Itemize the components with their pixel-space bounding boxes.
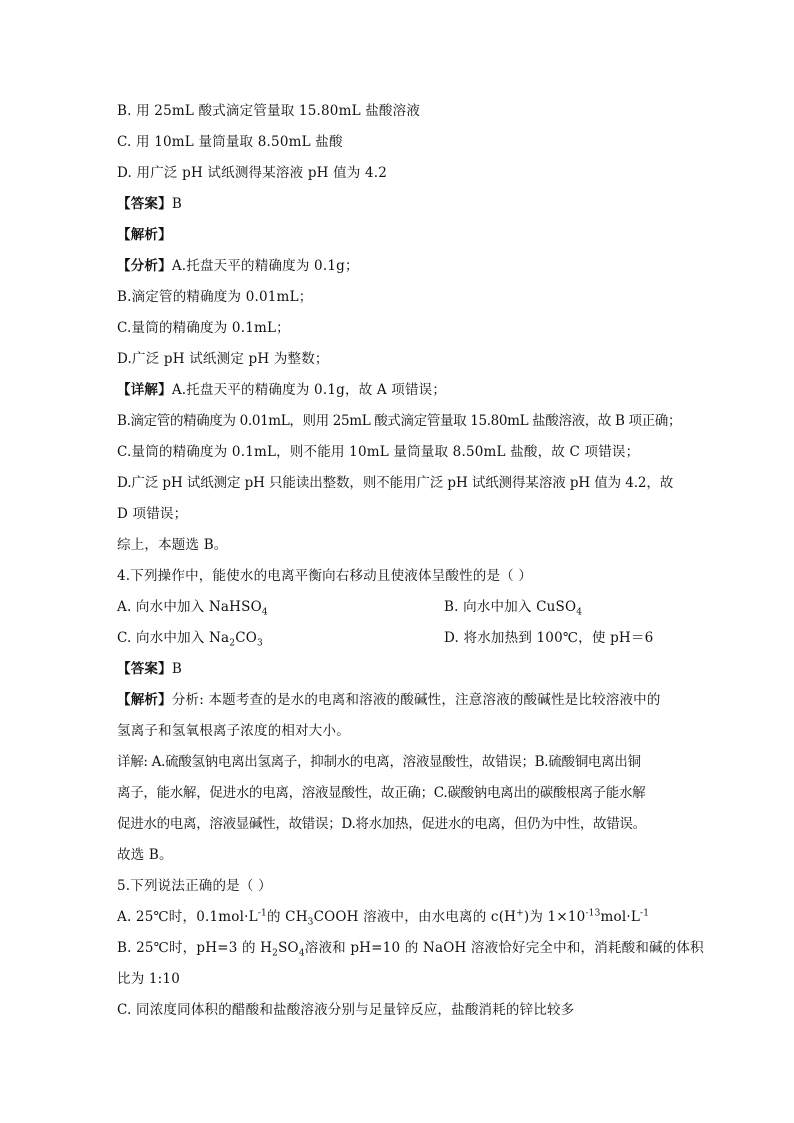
- q4-analysis-1: [117, 685, 687, 716]
- q5-option-c: C. 同浓度同体积的醋酸和盐酸溶液分别与足量锌反应，盐酸消耗的锌比较多: [117, 1002, 575, 1018]
- q3-summary: 综上，本题选 B。: [117, 537, 228, 553]
- q4-option-c-sub2: 3: [257, 638, 263, 649]
- q5-a-part3: COOH 溶液中，由水电离的 c(H: [313, 909, 517, 925]
- q3-xiangjie-1: [117, 375, 687, 406]
- document-page: [117, 96, 704, 1026]
- q3-option-c: C. 用 10mL 量筒量取 8.50mL 盐酸: [117, 134, 343, 150]
- q4-stem: 4.下列操作中，能使水的电离平衡向右移动且使液体呈酸性的是（ ）: [117, 568, 533, 584]
- q4-detail-4: 故选 B。: [117, 847, 173, 863]
- q4-detail-1: 详解: A.硫酸氢钠电离出氢离子，抑制水的电离，溶液显酸性，故错误；B.硫酸铜电离出铜: [117, 754, 641, 770]
- q3-xiangjie-4b: D 项错误；: [117, 506, 188, 522]
- q4-detail-2: 离子，能水解，促进水的电离，溶液显酸性，故正确；C.碳酸钠电离出的碳酸根离子能水解: [117, 785, 646, 801]
- q3-fenxi-1: [117, 251, 687, 282]
- q3-fenxi-2: B.滴定管的精确度为 0.01mL；: [117, 289, 313, 305]
- q4-option-c-text: C. 向水中加入 Na: [117, 630, 230, 646]
- q4-option-d: D. 将水加热到 100℃，使 pH＝6: [444, 630, 654, 646]
- q4-option-b: [444, 592, 582, 623]
- xiangjie-tag: 【详解】: [117, 382, 172, 398]
- q4-option-b-text: B. 向水中加入 CuSO: [444, 599, 577, 615]
- q5-a-sup4: -1: [640, 908, 650, 919]
- q3-answer: [117, 189, 687, 220]
- q5-b-sub1: 2: [272, 948, 279, 959]
- q5-option-b-cont: 比为 1:10: [117, 971, 181, 987]
- q5-b-part2: SO: [278, 940, 299, 956]
- fenxi-text: A.托盘天平的精确度为 0.1g；: [171, 258, 359, 274]
- answer-value: B: [171, 196, 182, 212]
- fenxi-tag: 【分析】: [117, 258, 172, 274]
- q5-b-part3: 溶液和 pH=10 的 NaOH 溶液恰好完全中和，消耗酸和碱的体积: [304, 940, 704, 956]
- answer-tag: 【答案】: [117, 196, 172, 212]
- q4-option-c: [117, 623, 444, 654]
- q5-a-part2: 的 CH: [266, 909, 308, 925]
- q4-option-c-sub1: 2: [229, 638, 236, 649]
- q5-a-part5: mol·L: [600, 909, 641, 925]
- q5-stem: 5.下列说法正确的是（ ）: [117, 878, 272, 894]
- q3-xiangjie-2: B.滴定管的精确度为 0.01mL，则用 25mL 酸式滴定管量取 15.80mL 盐酸溶液，故 B 项正确；: [117, 413, 682, 429]
- q3-xiangjie-4a: D.广泛 pH 试纸测定 pH 只能读出整数，则不能用广泛 pH 试纸测得某溶液 pH 值为 4.2，故: [117, 475, 674, 491]
- q4-option-a: [117, 592, 444, 623]
- q4-option-a-text: A. 向水中加入 NaHSO: [117, 599, 262, 615]
- q5-b-part1: B. 25℃时，pH=3 的 H: [117, 940, 273, 956]
- q4-option-a-sub: 4: [261, 607, 268, 618]
- q5-b-sub2: 4: [298, 948, 305, 959]
- q3-xiangjie-3: C.量筒的精确度为 0.1mL，则不能用 10mL 量筒量取 8.50mL 盐酸，故 C 项错误；: [117, 444, 640, 460]
- q3-analysis-heading: 【解析】: [117, 227, 172, 243]
- q4-options-cd: [117, 623, 687, 654]
- q4-analysis-2: 氢离子和氢氧根离子浓度的相对大小。: [117, 723, 350, 739]
- xiangjie-text: A.托盘天平的精确度为 0.1g，故 A 项错误；: [171, 382, 447, 398]
- answer-value: B: [171, 661, 182, 677]
- q5-a-sup2: +: [516, 908, 524, 919]
- q5-a-sup3: -13: [585, 908, 601, 919]
- q3-fenxi-3: C.量筒的精确度为 0.1mL；: [117, 320, 290, 336]
- q4-answer: [117, 654, 687, 685]
- jiexi-tag: 【解析】: [117, 692, 172, 708]
- q5-option-b: [117, 933, 704, 964]
- q5-a-sup1: -1: [257, 908, 267, 919]
- q4-option-c-mid: CO: [235, 630, 258, 646]
- q3-option-d: D. 用广泛 pH 试纸测得某溶液 pH 值为 4.2: [117, 165, 388, 181]
- q5-a-sub1: 3: [307, 917, 314, 928]
- q5-a-part4: )为 1×10: [523, 909, 586, 925]
- q5-a-part1: A. 25℃时，0.1mol·L: [117, 909, 258, 925]
- q4-options-ab: [117, 592, 687, 623]
- jiexi-text: 分析: 本题考查的是水的电离和溶液的酸碱性，注意溶液的酸碱性是比较溶液中的: [171, 692, 661, 708]
- q3-fenxi-4: D.广泛 pH 试纸测定 pH 为整数；: [117, 351, 329, 367]
- answer-tag: 【答案】: [117, 661, 172, 677]
- q3-option-b: B. 用 25mL 酸式滴定管量取 15.80mL 盐酸溶液: [117, 103, 421, 119]
- q5-option-a: [117, 902, 687, 933]
- q4-option-b-sub: 4: [576, 607, 583, 618]
- q4-detail-3: 促进水的电离，溶液显碱性，故错误；D.将水加热，促进水的电离，但仍为中性，故错误。: [117, 816, 646, 832]
